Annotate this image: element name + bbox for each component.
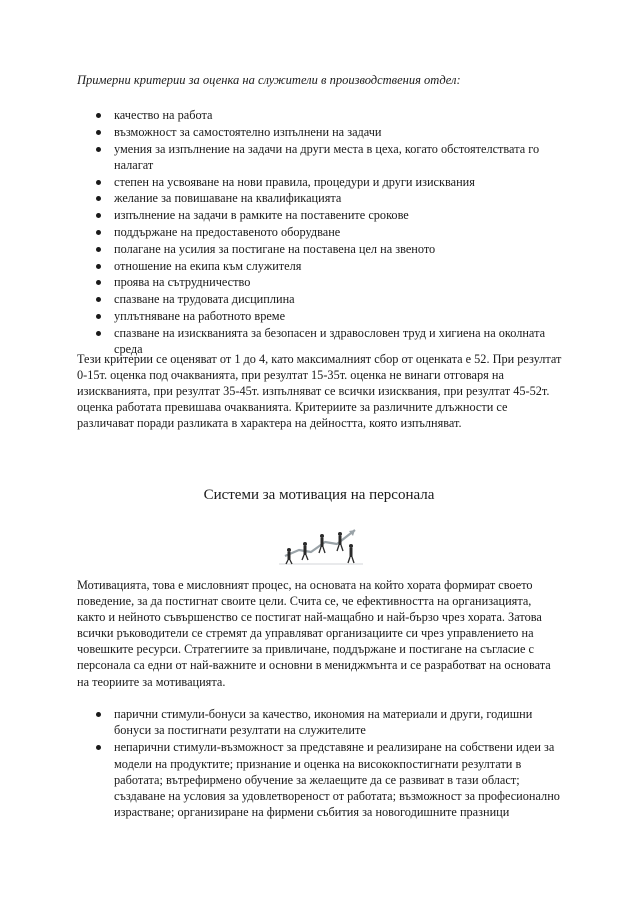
- list-item-text: умения за изпълнение на задачи на други места в цеха, когато обстоятелствата го налагат: [114, 141, 540, 172]
- list-item: [90, 241, 560, 257]
- bullet-icon: [96, 297, 101, 302]
- list-item-text: качество на работа: [114, 108, 213, 122]
- list-item: [90, 190, 560, 206]
- bullet-icon: [96, 196, 101, 201]
- bullet-icon: [96, 147, 101, 152]
- list-item-text: парични стимули-бонуси за качество, икономия на материали и други, годишни бонуси за постигнати резултати на служителите: [114, 707, 533, 738]
- list-item-text: спазване на изискванията за безопасен и здравословен труд и хигиена на околната среда: [114, 325, 546, 356]
- list-item-text: спазване на трудовата дисциплина: [114, 292, 295, 307]
- list-item-text: възможност за самостоятелно изпълнени на задачи: [114, 124, 382, 139]
- list-item: [90, 174, 560, 190]
- bullet-icon: [96, 280, 101, 285]
- list-item: [90, 107, 560, 123]
- scoring-paragraph: Тези критерии се оценяват от 1 до 4, като максималният сбор от оценката е 52. При резултат 0-15т. оценка под очакванията, при резултат 15-35т. оценка не винаги отговаря на изискванията, при резултат 35-45т. изпълняват се всички изисквания, при резултат 45-52т. оценка работата превишава очакванията. Критериите за различните длъжности се различават поради разликата в характера на дейността, която изпълняват.: [77, 352, 562, 431]
- list-item-text: поддържане на предоставеното оборудване: [114, 224, 341, 239]
- list-item: [90, 258, 560, 274]
- list-item: [90, 207, 560, 223]
- bullet-icon: [96, 180, 101, 185]
- bullet-icon: [96, 264, 101, 269]
- list-item-text: отношение на екипа към служителя: [114, 258, 302, 273]
- list-item: [90, 291, 560, 307]
- list-item: [90, 141, 560, 173]
- list-item-text: непарични стимули-възможност за представяне и реализиране на собствени идеи за модели на продуктите; признание и оценка на висококпостигнати резултати в работата; вътрефирмено обучение за желаещите да се развиват в тази област; създаване на условия за удовлетвореност от работата; възможност за професионално израстване; организиране на фирмени събития за новогодишните празници: [114, 740, 560, 820]
- list-item-text: полагане на усилия за постигане на поставена цел на звеното: [114, 241, 436, 256]
- bullet-icon: [96, 331, 101, 336]
- bullet-icon: [96, 130, 101, 135]
- list-item: [90, 308, 560, 324]
- list-item-text: степен на усвояване на нови правила, процедури и други изисквания: [114, 174, 475, 189]
- list-item-text: проява на сътрудничество: [114, 275, 251, 290]
- business-growth-figures-icon: [277, 522, 365, 568]
- criteria-heading: Примерни критерии за оценка на служители в производствения отдел:: [77, 73, 461, 87]
- list-item: [90, 124, 560, 140]
- section-title: Системи за мотивация на персонала: [203, 487, 435, 503]
- bullet-icon: [96, 213, 101, 218]
- bullet-icon: [96, 314, 101, 319]
- motivation-list: [90, 706, 565, 821]
- list-item-text: желание за повишаване на квалификацията: [114, 191, 342, 206]
- list-item: [90, 739, 565, 820]
- bullet-icon: [96, 113, 101, 118]
- list-item: [90, 706, 565, 738]
- list-item: [90, 274, 560, 290]
- bullet-icon: [96, 745, 101, 750]
- motivation-paragraph: Мотивацията, това е мисловният процес, на основата на който хората формират своето поведение, за да постигнат своите цели. Счита се, че ефективността на организацията, както и нейното съвършенство се постигат най-мащабно и най-бързо чрез хората. Затова всички ръководители се стремят да управляват организациите си чрез управлението на човешките ресурси. Стратегиите за привличане, поддържане и постигане на съгласие с персонала са едни от най-важните и основни в мениджмънта и се разработват на основата на теориите за мотивацията.: [77, 578, 551, 689]
- list-item: [90, 224, 560, 240]
- bullet-icon: [96, 712, 101, 717]
- bullet-icon: [96, 247, 101, 252]
- bullet-icon: [96, 230, 101, 235]
- list-item-text: изпълнение на задачи в рамките на поставените срокове: [114, 208, 409, 223]
- criteria-list: [90, 107, 560, 358]
- list-item-text: уплътняване на работното време: [114, 308, 286, 323]
